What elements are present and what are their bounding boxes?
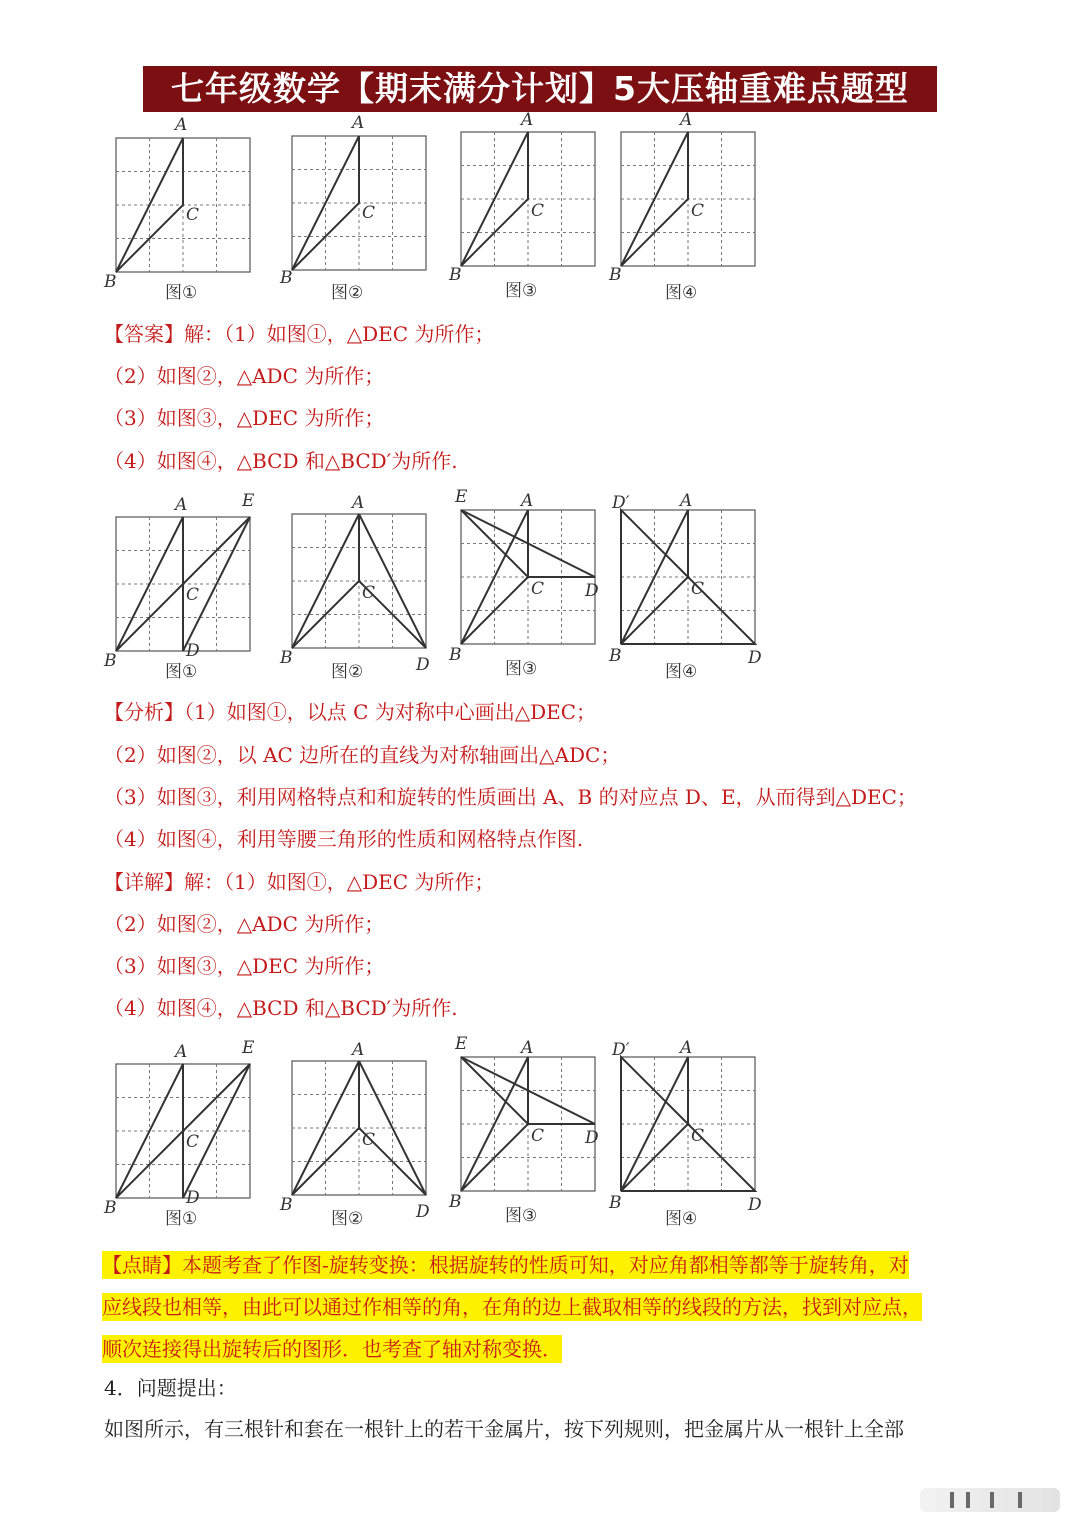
figure-4-solution bbox=[621, 1057, 755, 1191]
answer-line-4: （4）如图④，△BCD 和△BCD′为所作. bbox=[104, 449, 458, 473]
figure-2-original bbox=[292, 136, 426, 270]
figure-caption: 图③ bbox=[505, 1206, 538, 1226]
figure-4-original bbox=[621, 132, 755, 266]
label-A: A bbox=[352, 1040, 365, 1060]
label-D: D bbox=[186, 1188, 200, 1208]
figure-row-solution-2 bbox=[0, 1035, 1080, 1235]
label-B: B bbox=[449, 265, 462, 285]
analysis-line-1: 【分析】（1）如图①，以点 C 为对称中心画出△DEC； bbox=[104, 700, 597, 724]
label-A: A bbox=[352, 493, 365, 513]
detail-line-2: （2）如图②，△ADC 为所作； bbox=[104, 912, 385, 936]
figure-3-solution bbox=[461, 1057, 595, 1191]
label-D: D bbox=[186, 641, 200, 661]
label-B: B bbox=[449, 645, 462, 665]
watermark-logo bbox=[920, 1488, 1060, 1512]
label-A: A bbox=[175, 495, 188, 515]
label-D: D bbox=[585, 581, 599, 601]
label-C: C bbox=[362, 203, 376, 223]
label-B: B bbox=[104, 1198, 117, 1218]
label-D-prime: D′ bbox=[612, 1040, 630, 1060]
figure-1-solution bbox=[116, 1064, 250, 1198]
label-B: B bbox=[449, 1192, 462, 1212]
figure-caption: 图② bbox=[331, 1209, 364, 1229]
figure-caption: 图③ bbox=[505, 281, 538, 301]
label-A: A bbox=[175, 1042, 188, 1062]
label-A: A bbox=[352, 113, 365, 133]
analysis-line-3: （3）如图③，利用网格特点和和旋转的性质画出 A、B 的对应点 D、E，从而得到△DEC； bbox=[104, 785, 917, 809]
figure-caption: 图① bbox=[165, 283, 198, 303]
label-B: B bbox=[609, 646, 622, 666]
label-A: A bbox=[521, 1038, 534, 1058]
key-point-tag: 【点睛】 bbox=[102, 1253, 182, 1277]
figure-row-solution-1 bbox=[0, 488, 1080, 688]
figure-caption: 图③ bbox=[505, 659, 538, 679]
label-C: C bbox=[186, 205, 200, 225]
label-C: C bbox=[691, 579, 705, 599]
label-B: B bbox=[104, 272, 117, 292]
figure-caption: 图② bbox=[331, 662, 364, 682]
figure-3-solution bbox=[461, 510, 595, 644]
label-B: B bbox=[609, 1193, 622, 1213]
label-B: B bbox=[280, 1195, 293, 1215]
label-E: E bbox=[455, 488, 468, 507]
page-title: 七年级数学【期末满分计划】5大压轴重难点题型 bbox=[143, 66, 937, 112]
figure-caption: 图④ bbox=[665, 283, 698, 303]
figures-original-svg bbox=[0, 110, 1080, 310]
figures-solution-svg bbox=[0, 488, 1080, 688]
figure-caption: 图① bbox=[165, 662, 198, 682]
detail-line-1: 【详解】解：（1）如图①，△DEC 为所作； bbox=[104, 870, 495, 894]
figure-row-original bbox=[0, 110, 1080, 310]
figure-3-original bbox=[461, 132, 595, 266]
label-B: B bbox=[609, 265, 622, 285]
label-A: A bbox=[680, 1038, 693, 1058]
question-body: 如图所示，有三根针和套在一根针上的若干金属片，按下列规则，把金属片从一根针上全部 bbox=[104, 1417, 904, 1441]
label-C: C bbox=[691, 201, 705, 221]
label-C: C bbox=[186, 585, 200, 605]
key-point-line-1: 本题考查了作图-旋转变换：根据旋转的性质可知，对应角都相等都等于旋转角，对 bbox=[182, 1253, 909, 1277]
label-D-prime: D′ bbox=[612, 493, 630, 513]
detail-line-4: （4）如图④，△BCD 和△BCD′为所作. bbox=[104, 996, 458, 1020]
label-A: A bbox=[521, 491, 534, 511]
label-C: C bbox=[531, 579, 545, 599]
answer-line-3: （3）如图③，△DEC 为所作； bbox=[104, 406, 385, 430]
figure-caption: 图① bbox=[165, 1209, 198, 1229]
figure-caption: 图④ bbox=[665, 1209, 698, 1229]
label-D: D bbox=[585, 1128, 599, 1148]
label-E: E bbox=[242, 1038, 255, 1058]
label-C: C bbox=[531, 201, 545, 221]
key-point-line-2: 应线段也相等，由此可以通过作相等的角，在角的边上截取相等的线段的方法，找到对应点， bbox=[102, 1295, 922, 1319]
figures-solution-svg-2 bbox=[0, 1035, 1080, 1235]
label-E: E bbox=[242, 491, 255, 511]
label-A: A bbox=[175, 115, 188, 135]
label-B: B bbox=[280, 648, 293, 668]
label-A: A bbox=[680, 110, 693, 130]
figure-caption: 图④ bbox=[665, 662, 698, 682]
figure-2-solution bbox=[292, 514, 426, 648]
question-title: 4．问题提出： bbox=[104, 1376, 237, 1400]
figure-4-solution bbox=[621, 510, 755, 644]
figure-2-solution bbox=[292, 1061, 426, 1195]
label-E: E bbox=[455, 1035, 468, 1054]
detail-line-3: （3）如图③，△DEC 为所作； bbox=[104, 954, 385, 978]
label-C: C bbox=[691, 1126, 705, 1146]
label-D: D bbox=[416, 655, 430, 675]
analysis-line-4: （4）如图④，利用等腰三角形的性质和网格特点作图. bbox=[104, 827, 584, 851]
analysis-line-2: （2）如图②，以 AC 边所在的直线为对称轴画出△ADC； bbox=[104, 743, 621, 767]
figure-caption: 图② bbox=[331, 283, 364, 303]
label-D: D bbox=[416, 1202, 430, 1222]
answer-line-2: （2）如图②，△ADC 为所作； bbox=[104, 364, 385, 388]
figure-1-solution bbox=[116, 517, 250, 651]
label-D: D bbox=[748, 648, 762, 668]
label-C: C bbox=[362, 1130, 376, 1150]
label-B: B bbox=[280, 268, 293, 288]
label-C: C bbox=[531, 1126, 545, 1146]
label-A: A bbox=[680, 491, 693, 511]
label-B: B bbox=[104, 651, 117, 671]
answer-line-1: 【答案】解：（1）如图①，△DEC 为所作； bbox=[104, 322, 495, 346]
key-point-line-3: 顺次连接得出旋转后的图形．也考查了轴对称变换． bbox=[102, 1337, 562, 1361]
label-C: C bbox=[362, 583, 376, 603]
key-point-note bbox=[102, 1244, 982, 1370]
label-D: D bbox=[748, 1195, 762, 1215]
label-C: C bbox=[186, 1132, 200, 1152]
label-A: A bbox=[521, 110, 534, 130]
figure-1-original bbox=[116, 138, 250, 272]
